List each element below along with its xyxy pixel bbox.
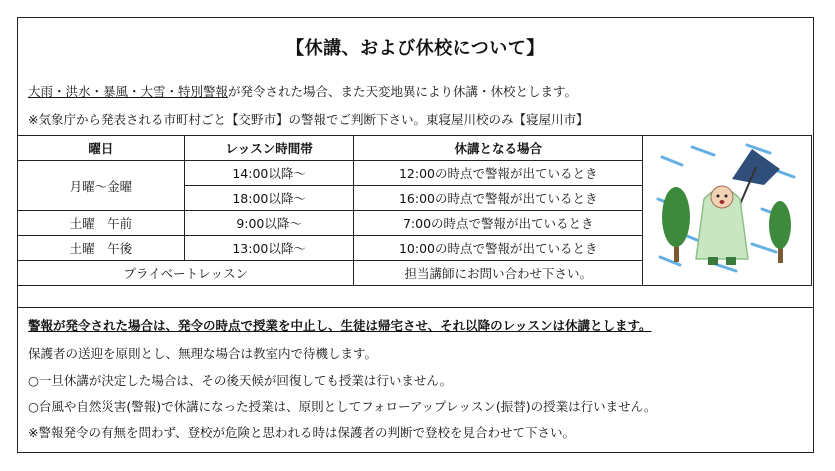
warning-types-line <box>28 82 577 100</box>
note-item: ※警報発令の有無を問わず、登校が危険と思われる時は保護者の判断で登校を見合わせて下さい。 <box>28 425 575 440</box>
header-condition: 休講となる場合 <box>354 136 643 161</box>
notice-box <box>17 17 814 453</box>
private-lesson-cell: プライベートレッスン <box>18 261 354 286</box>
jurisdiction-note: ※気象庁から発表される市町村ごと【交野市】の警報でご判断下さい。東寝屋川校のみ【寝屋川市】 <box>28 112 589 127</box>
condition-cell: 12:00の時点で警報が出ているとき <box>354 161 643 186</box>
weekday-cell: 月曜～金曜 <box>18 161 185 211</box>
condition-cell: 7:00の時点で警報が出ているとき <box>354 211 643 236</box>
day-cell: 土曜 午後 <box>18 236 185 261</box>
notice-title: 【休講、および休校について】 <box>286 38 545 59</box>
note-item: 保護者の送迎を原則とし、無理な場合は教室内で待機します。 <box>28 346 378 361</box>
header-day: 曜日 <box>18 136 185 161</box>
note-item: ○一旦休講が決定した場合は、その後天候が回復しても授業は行いません。 <box>28 373 453 388</box>
time-cell: 14:00以降～ <box>184 161 354 186</box>
time-cell: 18:00以降～ <box>184 186 354 211</box>
note-item: ○台風や自然災害(警報)で休講になった授業は、原則としてフォローアップレッスン(振替)の授業は行いません。 <box>28 399 657 414</box>
warning-types-rest: が発令された場合、また天変地異により休講・休校とします。 <box>228 84 578 99</box>
condition-cell: 16:00の時点で警報が出ているとき <box>354 186 643 211</box>
schedule-table <box>17 135 812 286</box>
warning-types: 大雨・洪水・暴風・大雪・特別警報 <box>28 84 229 99</box>
time-cell: 13:00以降～ <box>184 236 354 261</box>
note-bold: 警報が発令された場合は、発令の時点で授業を中止し、生徒は帰宅させ、それ以降のレッスンは休講とします。 <box>28 318 652 333</box>
illustration-cell <box>643 136 812 286</box>
day-cell: 土曜 午前 <box>18 211 185 236</box>
storm-illustration <box>652 139 802 279</box>
private-condition-cell: 担当講師にお問い合わせ下さい。 <box>354 261 643 286</box>
condition-cell: 10:00の時点で警報が出ているとき <box>354 236 643 261</box>
notes-section <box>18 307 813 440</box>
time-cell: 9:00以降～ <box>184 211 354 236</box>
person-icon <box>696 186 748 265</box>
header-time: レッスン時間帯 <box>184 136 354 161</box>
table-header-row <box>18 136 812 161</box>
